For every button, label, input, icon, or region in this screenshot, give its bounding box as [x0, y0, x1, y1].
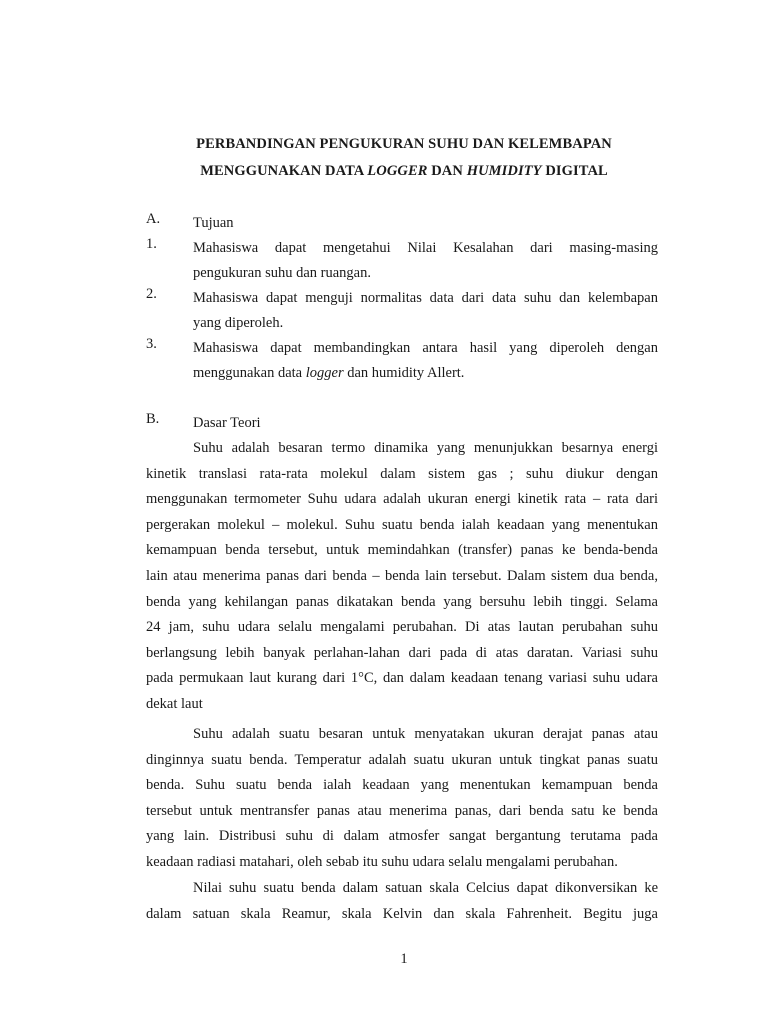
objective-line-italic: logger: [305, 365, 344, 381]
objective-text: [193, 286, 658, 336]
objective-number: 2.: [146, 286, 157, 302]
objective-line: Mahasiswa dapat mengetahui Nilai Kesalahan dari masing-masing: [193, 240, 658, 256]
objective-line-text: dan humidity Allert.: [343, 365, 465, 381]
paragraph-line: berlangsung lebih banyak perlahan-lahan dari pada di atas daratan. Variasi suhu: [146, 644, 658, 661]
document-title-line-2: [0, 163, 768, 180]
objective-line: yang diperoleh.: [193, 315, 284, 331]
paragraph-line: menggunakan termometer Suhu udara adalah ukuran energi kinetik rata – rata dari: [146, 491, 658, 508]
paragraph-line: dekat laut: [146, 695, 203, 712]
objective-number: 1.: [146, 236, 157, 252]
objective-line: pengukuran suhu dan ruangan.: [193, 265, 371, 281]
objective-line: [193, 361, 658, 386]
theory-paragraph-2: [146, 722, 658, 876]
paragraph-line: Nilai suhu suatu benda dalam satuan skala Celcius dapat dikonversikan ke: [193, 880, 658, 896]
paragraph-line: tersebut untuk mentransfer panas atau menerima panas, dari benda satu ke benda: [146, 802, 658, 819]
title-text: DAN: [427, 163, 467, 179]
page-number: 1: [400, 951, 408, 967]
section-b-title: [193, 411, 658, 436]
objective-text: [193, 336, 658, 386]
title-italic-logger: LOGGER: [367, 163, 428, 179]
section-b-title-text: Dasar Teori: [193, 415, 261, 431]
objective-line-text: menggunakan data: [193, 365, 306, 381]
section-a-title: [193, 211, 658, 236]
paragraph-line: dinginnya suatu benda. Temperatur adalah suatu ukuran untuk tingkat panas suatu: [146, 751, 658, 768]
objective-line: Mahasiswa dapat membandingkan antara hasil yang diperoleh dengan: [193, 340, 658, 356]
paragraph-line: pada permukaan laut kurang dari 1°C, dan dalam keadaan tenang variasi suhu udara: [146, 670, 658, 687]
paragraph-line: pergerakan molekul – molekul. Suhu suatu benda ialah keadaan yang menentukan: [146, 516, 658, 533]
objective-line: Mahasiswa dapat menguji normalitas data dari data suhu dan kelembapan: [193, 290, 658, 306]
paragraph-line: lain atau menerima panas dari benda – benda lain tersebut. Dalam sistem dua benda,: [146, 567, 658, 584]
paragraph-line: keadaan radiasi matahari, oleh sebab itu suhu udara selalu mengalami perubahan.: [146, 853, 618, 870]
paragraph-line: kinetik translasi rata-rata molekul dalam sistem gas ; suhu diukur dengan: [146, 465, 658, 482]
section-a-title-text: Tujuan: [193, 215, 234, 231]
section-b-marker: B.: [146, 411, 160, 427]
theory-paragraph-3: [146, 876, 658, 927]
objective-number: 3.: [146, 336, 157, 352]
paragraph-line: dalam satuan skala Reamur, skala Kelvin dan skala Fahrenheit. Begitu juga: [146, 905, 658, 922]
paragraph-line: yang lain. Distribusi suhu di dalam atmosfer sangat bergantung terutama pada: [146, 828, 658, 845]
title-text: MENGGUNAKAN DATA: [200, 163, 368, 179]
paragraph-line: benda yang kehilangan panas dikatakan benda yang bersuhu lebih tinggi. Selama: [146, 593, 658, 610]
objective-text: [193, 236, 658, 286]
paragraph-line: kemampuan benda tersebut, untuk memindahkan (transfer) panas ke benda-benda: [146, 542, 658, 559]
title-text: DIGITAL: [541, 163, 608, 179]
paragraph-line: Suhu adalah suatu besaran untuk menyatakan ukuran derajat panas atau: [193, 726, 658, 742]
paragraph-line: 24 jam, suhu udara selalu mengalami perubahan. Di atas lautan perubahan suhu: [146, 619, 658, 636]
document-title-line-1: PERBANDINGAN PENGUKURAN SUHU DAN KELEMBAPAN: [196, 136, 612, 152]
theory-paragraph-1: [146, 436, 658, 718]
section-a-marker: A.: [146, 211, 161, 227]
title-italic-humidity: HUMIDITY: [466, 163, 542, 179]
paragraph-line: benda. Suhu suatu benda ialah keadaan yang menentukan kemampuan benda: [146, 777, 658, 794]
paragraph-line: Suhu adalah besaran termo dinamika yang menunjukkan besarnya energi: [193, 440, 658, 456]
